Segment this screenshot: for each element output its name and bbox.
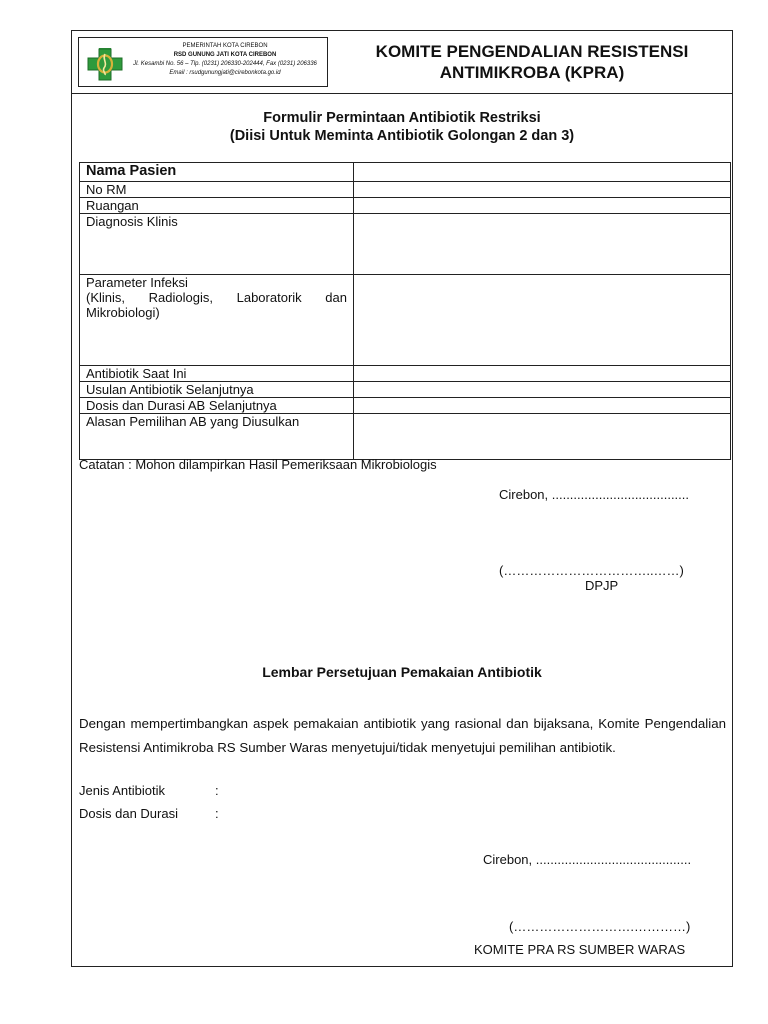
field-no-rm[interactable] — [354, 182, 731, 198]
form-title — [72, 109, 732, 145]
label-ruangan: Ruangan — [80, 198, 354, 214]
header-divider — [72, 93, 732, 94]
field-alasan-pemilihan[interactable] — [354, 414, 731, 460]
parameter-line1: Parameter Infeksi — [86, 275, 188, 290]
approval-paragraph: Dengan mempertimbangkan aspek pemakaian antibiotik yang rasional dan bijaksana, Komite Pengendalian Resistensi Antimikroba RS Sumber Waras menyetujui/tidak menyetujui pemilihan antibiotik. — [79, 716, 726, 755]
label-nama-pasien: Nama Pasien — [80, 163, 354, 182]
table-row — [80, 182, 731, 198]
field-usulan-antibiotik[interactable] — [354, 382, 731, 398]
hospital-address: Jl. Kesambi No. 56 – Tlp. (0231) 206330-202444, Fax (0231) 206336 — [133, 61, 317, 67]
label-dosis-durasi: Dosis dan Durasi AB Selanjutnya — [80, 398, 354, 414]
hospital-email: Email : rsudgunungjati@cirebonkota.go.id — [169, 70, 281, 76]
table-row — [80, 198, 731, 214]
table-row — [80, 382, 731, 398]
field-dosis-durasi[interactable] — [354, 398, 731, 414]
field-ruangan[interactable] — [354, 198, 731, 214]
table-row — [80, 398, 731, 414]
committee-title-line2: ANTIMIKROBA (KPRA) — [439, 63, 625, 82]
table-row — [80, 214, 731, 275]
note-text: Catatan : Mohon dilampirkan Hasil Pemeriksaan Mikrobiologis — [79, 457, 437, 472]
table-row — [80, 163, 731, 182]
field-diagnosis[interactable] — [354, 214, 731, 275]
dosis-durasi-label: Dosis dan Durasi — [79, 806, 178, 821]
patient-info-table — [79, 162, 731, 460]
dpjp-role: DPJP — [585, 578, 619, 593]
field-parameter-infeksi[interactable] — [354, 275, 731, 366]
hospital-info — [125, 42, 325, 78]
table-row — [80, 414, 731, 460]
parameter-line2: (Klinis, Radiologis, Laboratorik dan — [86, 290, 347, 305]
hospital-cross-logo-icon — [87, 47, 123, 81]
committee-role: KOMITE PRA RS SUMBER WARAS — [474, 942, 686, 957]
label-antibiotik-saat-ini: Antibiotik Saat Ini — [80, 366, 354, 382]
jenis-antibiotik-label: Jenis Antibiotik — [79, 783, 165, 798]
label-alasan-pemilihan: Alasan Pemilihan AB yang Diusulkan — [80, 414, 354, 460]
form-title-line2: (Diisi Untuk Meminta Antibiotik Golongan 2 dan 3) — [229, 128, 575, 144]
committee-date-line: Cirebon, ........................................... — [483, 852, 692, 867]
label-no-rm: No RM — [80, 182, 354, 198]
jenis-antibiotik-field — [79, 783, 219, 798]
committee-signature-line: (……………………….…………) — [509, 919, 691, 934]
jenis-antibiotik-colon: : — [215, 783, 219, 798]
form-frame — [71, 30, 733, 967]
label-diagnosis: Diagnosis Klinis — [80, 214, 354, 275]
government-name: PEMERINTAH KOTA CIREBON — [182, 43, 268, 49]
dosis-durasi-colon: : — [215, 806, 219, 821]
label-parameter-infeksi — [80, 275, 354, 366]
dpjp-signature-line: (……………………………..……) — [499, 563, 684, 578]
field-antibiotik-saat-ini[interactable] — [354, 366, 731, 382]
label-usulan-antibiotik: Usulan Antibiotik Selanjutnya — [80, 382, 354, 398]
hospital-name: RSD GUNUNG JATI KOTA CIREBON — [173, 52, 277, 58]
committee-title — [334, 41, 730, 83]
table-row — [80, 366, 731, 382]
field-nama-pasien[interactable] — [354, 163, 731, 182]
table-row — [80, 275, 731, 366]
form-title-line1: Formulir Permintaan Antibiotik Restriksi — [263, 110, 541, 126]
committee-title-line1: KOMITE PENGENDALIAN RESISTENSI — [375, 42, 689, 61]
approval-title: Lembar Persetujuan Pemakaian Antibiotik — [262, 664, 542, 680]
parameter-line3: Mikrobiologi) — [86, 305, 160, 320]
dpjp-date-line: Cirebon, ...................................... — [499, 487, 689, 502]
dosis-durasi-field — [79, 806, 219, 821]
hospital-header-box — [78, 37, 328, 87]
